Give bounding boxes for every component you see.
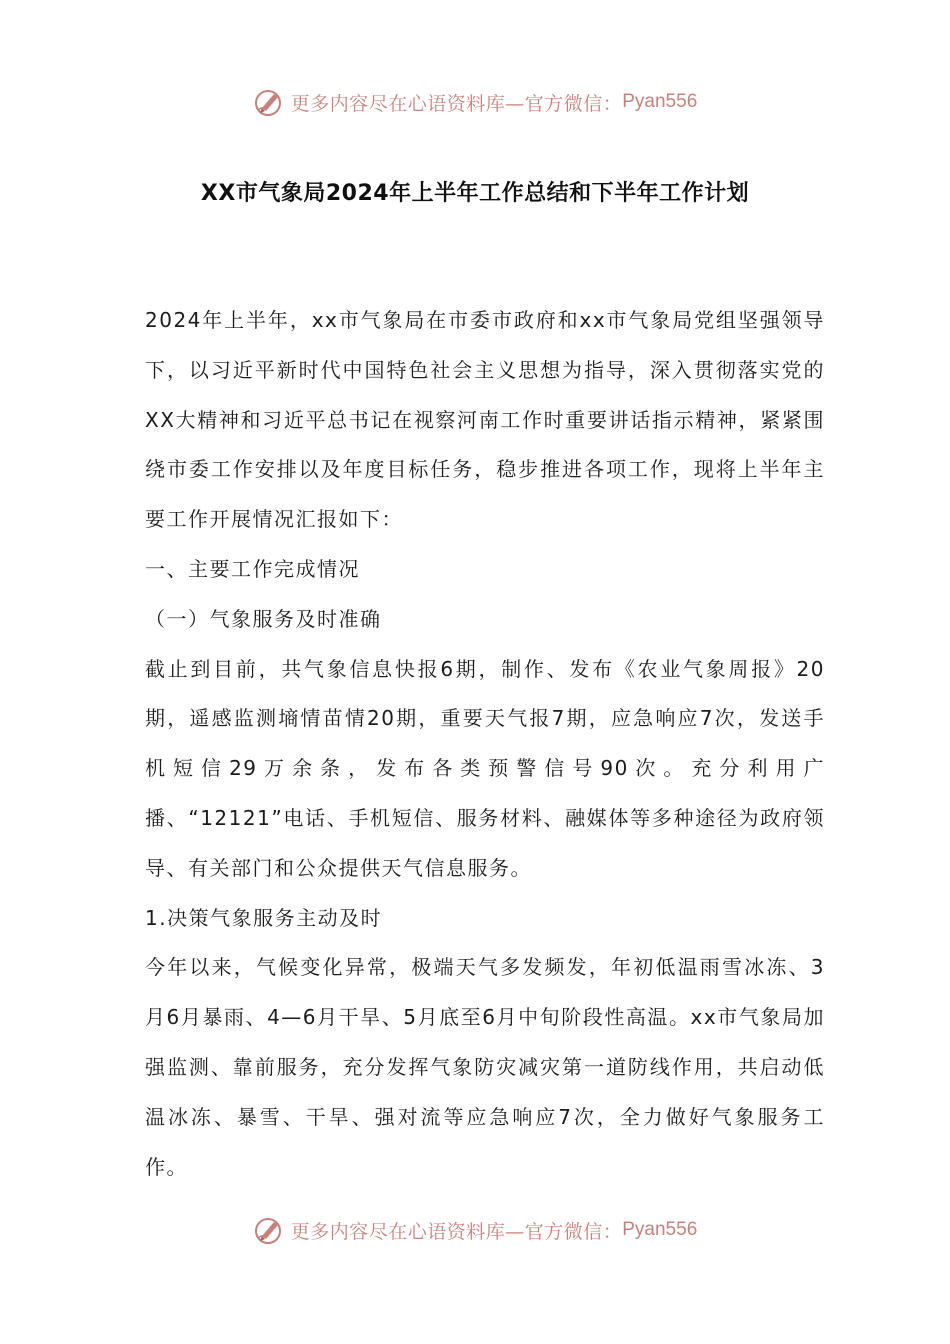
banner-wechat-id: Pyan556 (622, 1219, 698, 1240)
document-body (145, 296, 825, 1192)
banner-wechat-id: Pyan556 (622, 91, 698, 112)
header-watermark-banner (0, 80, 950, 124)
pen-logo-icon (253, 86, 285, 118)
body-paragraph: 截止到目前，共气象信息快报6期，制作、发布《农业气象周报》20期，遥感监测墒情苗情20期，重要天气报7期，应急响应7次，发送手机短信29万余条，发布各类预警信号90次。充分利用广播、“12121”电话、手机短信、服务材料、融媒体等多种途径为政府领导、有关部门和公众提供天气信息服务。 (145, 656, 825, 880)
intro-paragraph: 2024年上半年，xx市气象局在市委市政府和xx市气象局党组坚强领导下，以习近平新时代中国特色社会主义思想为指导，深入贯彻落实党的XX大精神和习近平总书记在视察河南工作时重要讲话指示精神，紧紧围绕市委工作安排以及年度目标任务，稳步推进各项工作，现将上半年主要工作开展情况汇报如下： (145, 308, 825, 532)
document-title: XX市气象局2024年上半年工作总结和下半年工作计划 (200, 181, 750, 206)
pen-logo-icon (253, 1214, 285, 1246)
banner-text: 更多内容尽在心语资料库—官方微信： (290, 92, 623, 115)
body-paragraph: 今年以来，气候变化异常，极端天气多发频发，年初低温雨雪冰冻、3月6月暴雨、4—6月干旱、5月底至6月中旬阶段性高温。xx市气象局加强监测、靠前服务，充分发挥气象防灾减灾第一道防线作用，共启动低温冰冻、暴雪、干旱、强对流等应急响应7次，全力做好气象服务工作。 (145, 955, 825, 1179)
subsection-heading: （一）气象服务及时准确 (145, 606, 382, 631)
section-heading: 一、主要工作完成情况 (145, 556, 360, 581)
banner-text: 更多内容尽在心语资料库—官方微信： (290, 1220, 623, 1243)
item-heading: 1.决策气象服务主动及时 (145, 905, 383, 930)
footer-watermark-banner (0, 1208, 950, 1252)
